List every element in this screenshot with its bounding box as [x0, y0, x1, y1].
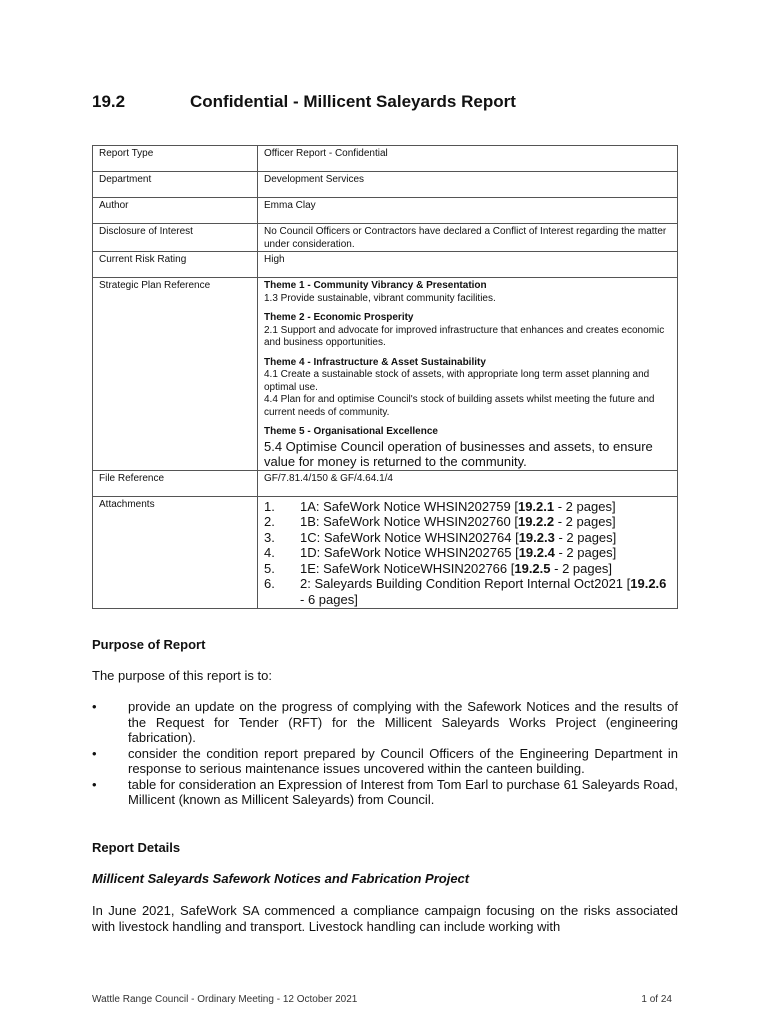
label-file-reference: File Reference: [93, 470, 258, 496]
purpose-bullet-list: [92, 699, 678, 808]
bullet-item: • consider the condition report prepared by Council Officers of the Engineering Department in response to serious maintenance issues uncovered within the canteen building.: [92, 745, 678, 776]
theme-1: [264, 280, 671, 305]
page-title: Confidential - Millicent Saleyards Report: [190, 92, 516, 111]
report-details-heading: Report Details: [92, 840, 181, 855]
row-author: [93, 198, 678, 224]
theme-line: 5.4 Optimise Council operation of businesses and assets, to ensure value for money is returned to the community.: [264, 438, 653, 469]
label-risk: Current Risk Rating: [93, 252, 258, 278]
row-department: [93, 172, 678, 198]
attachment-item: 3. 1C: SafeWork Notice WHSIN202764 [19.2.3 - 2 pages]: [264, 529, 617, 545]
bullet-icon: •: [92, 745, 97, 761]
bullet-icon: •: [92, 776, 97, 792]
value-department: Development Services: [258, 172, 678, 198]
theme-4: [264, 357, 671, 420]
value-author: Emma Clay: [258, 198, 678, 224]
bullet-item: • table for consideration an Expression of Interest from Tom Earl to purchase 61 Saleyards Road, Millicent (known as Millicent Saleyards) from Council.: [92, 776, 678, 807]
row-strategic: [93, 278, 678, 471]
label-department: Department: [93, 172, 258, 198]
row-disclosure: [93, 224, 678, 252]
theme-title: Theme 1 - Community Vibrancy & Presentation: [264, 280, 487, 291]
label-author: Author: [93, 198, 258, 224]
label-attachments: Attachments: [93, 496, 258, 609]
page-heading: [92, 92, 516, 112]
attachment-item: 2. 1B: SafeWork Notice WHSIN202760 [19.2.2 - 2 pages]: [264, 514, 616, 529]
report-details-paragraph: In June 2021, SafeWork SA commenced a compliance campaign focusing on the risks associated with livestock handling and transport. Livestock handling can include working with: [92, 903, 678, 934]
footer-meeting: Wattle Range Council - Ordinary Meeting - 12 October 2021: [92, 994, 358, 1005]
theme-5: [264, 426, 671, 469]
page-number: 1 of 24: [641, 994, 672, 1005]
value-strategic: [258, 278, 678, 471]
item-number: 19.2: [92, 92, 126, 111]
value-file-reference: GF/7.81.4/150 & GF/4.64.1/4: [258, 470, 678, 496]
row-risk: [93, 252, 678, 278]
report-details-subtitle: Millicent Saleyards Safework Notices and Fabrication Project: [92, 871, 470, 886]
value-disclosure: No Council Officers or Contractors have declared a Conflict of Interest regarding the matter under consideration.: [258, 224, 678, 252]
row-attachments: [93, 496, 678, 609]
page-footer: [92, 994, 672, 1005]
theme-line: 4.4 Plan for and optimise Council's stock of building assets whilst meeting the future and current needs of community.: [264, 394, 655, 418]
row-report-type: [93, 146, 678, 172]
label-report-type: Report Type: [93, 146, 258, 172]
attachment-item: 6. 2: Saleyards Building Condition Report Internal Oct2021 [19.2.6 - 6 pages]: [264, 576, 667, 607]
label-strategic: Strategic Plan Reference: [93, 278, 258, 471]
report-info-table: [92, 145, 678, 609]
row-file-reference: [93, 470, 678, 496]
label-disclosure: Disclosure of Interest: [93, 224, 258, 252]
theme-2: [264, 312, 671, 350]
theme-title: Theme 2 - Economic Prosperity: [264, 312, 414, 323]
theme-line: 2.1 Support and advocate for improved infrastructure that enhances and creates economic and business opportunities.: [264, 324, 665, 348]
attachment-item: 4. 1D: SafeWork Notice WHSIN202765 [19.2.4 - 2 pages]: [264, 545, 617, 560]
attachment-item: 1. 1A: SafeWork Notice WHSIN202759 [19.2.1 - 2 pages]: [264, 498, 616, 514]
value-report-type: Officer Report - Confidential: [258, 146, 678, 172]
theme-title: Theme 5 - Organisational Excellence: [264, 426, 438, 437]
attachment-item: 5. 1E: SafeWork NoticeWHSIN202766 [19.2.5 - 2 pages]: [264, 560, 612, 576]
bullet-item: • provide an update on the progress of complying with the Safework Notices and the results of the Request for Tender (RFT) for the Millicent Saleyards Works Project (engineering fabrication).: [92, 699, 678, 745]
value-risk: High: [258, 252, 678, 278]
purpose-heading: Purpose of Report: [92, 637, 206, 652]
purpose-intro: The purpose of this report is to:: [92, 668, 272, 683]
theme-line: 1.3 Provide sustainable, vibrant community facilities.: [264, 292, 496, 304]
value-attachments: [258, 496, 678, 609]
theme-title: Theme 4 - Infrastructure & Asset Sustainability: [264, 356, 486, 368]
bullet-icon: •: [92, 699, 97, 714]
theme-line: 4.1 Create a sustainable stock of assets, with appropriate long term asset planning and optimal use.: [264, 369, 650, 393]
attachment-list: [264, 499, 671, 608]
